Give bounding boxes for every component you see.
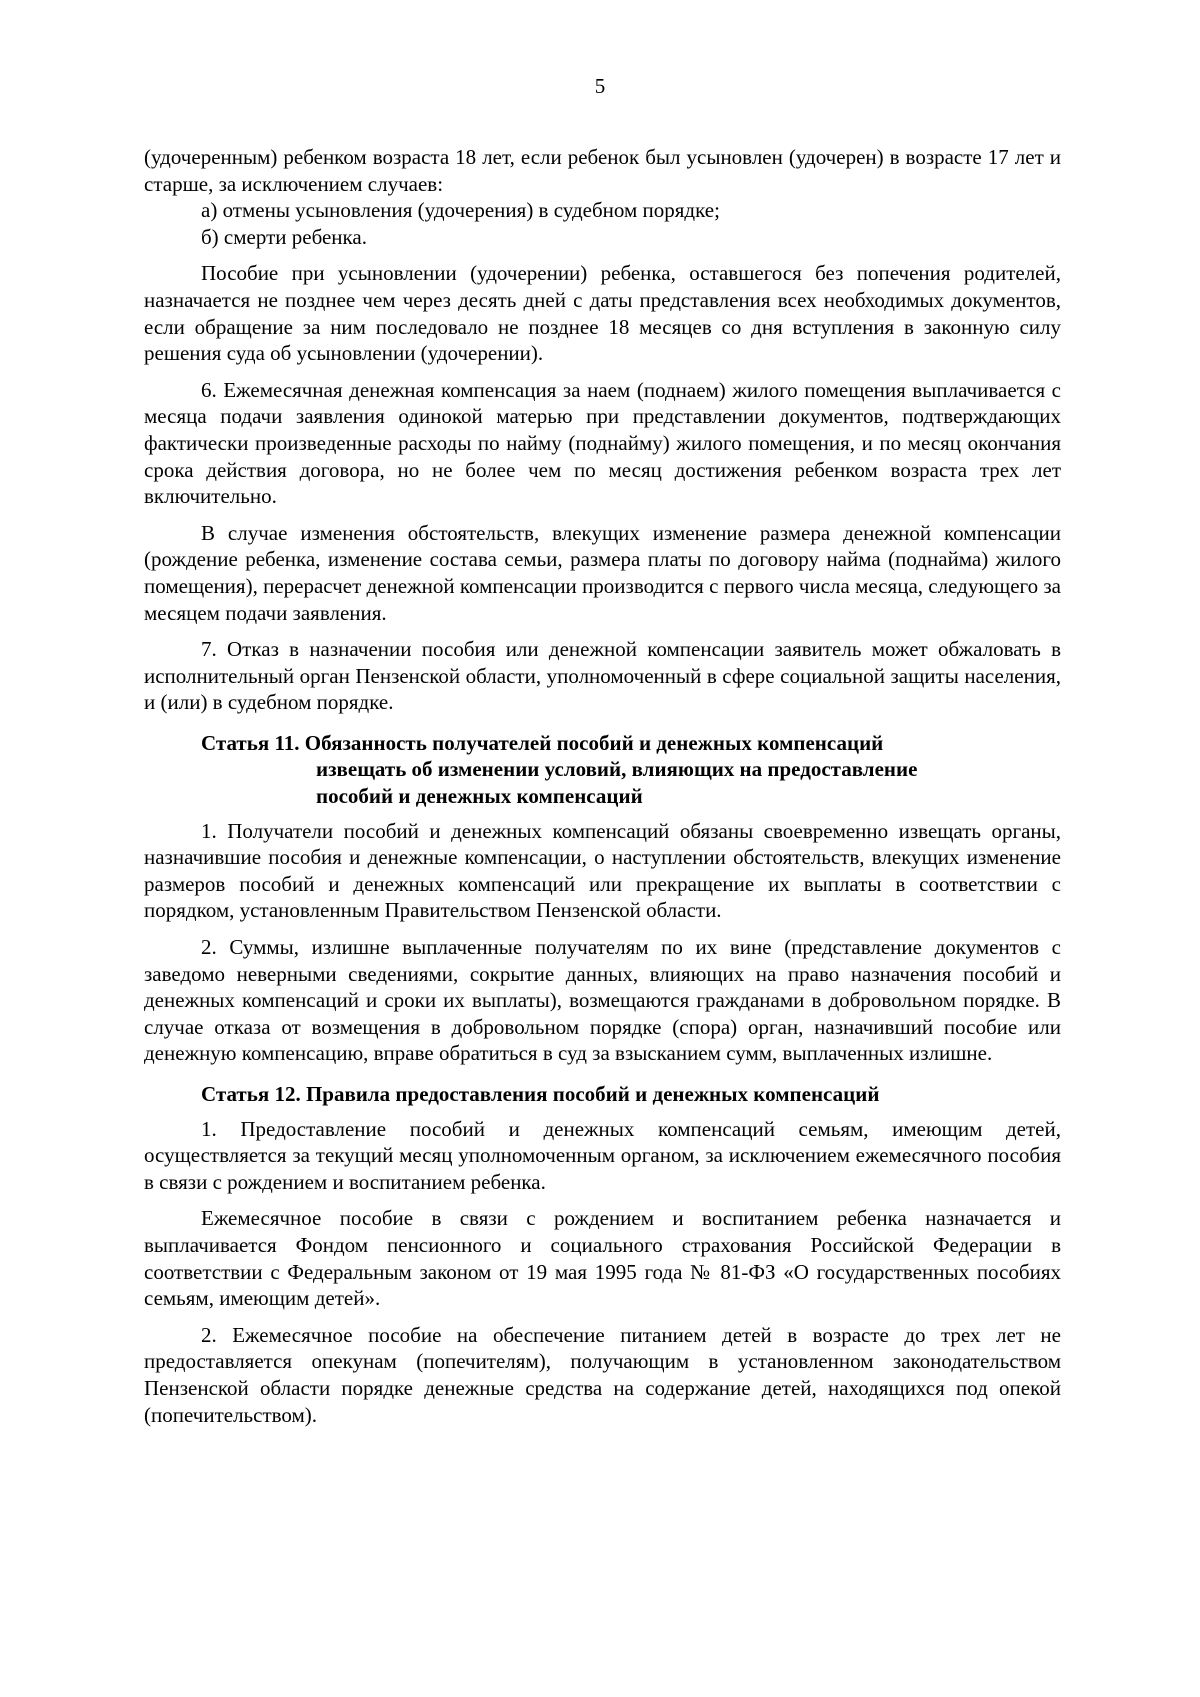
list-item-b: б) смерти ребенка. xyxy=(201,224,367,249)
paragraph-6-housing-compensation: 6. Ежемесячная денежная компенсация за наем (поднаем) жилого помещения выплачивается с месяца подачи заявления одинокой матерью при представлении документов, подтверждающих фактически произведенные расходы по найму (поднайму) жилого помещения, и по месяц окончания срока действия договора, но не более чем по месяц достижения ребенком возраста трех лет включительно. xyxy=(144,377,1061,509)
article-11-paragraph-2: 2. Суммы, излишне выплаченные получателям по их вине (представление документов с заведомо неверными сведениями, сокрытие данных, влияющих на право назначения пособий и денежных компенсаций и сроки их выплаты), возмещаются гражданами в добровольном порядке. В случае отказа от возмещения в добровольном порядке (спора) орган, назначивший пособие или денежную компенсацию, вправе обратиться в суд за взысканием сумм, выплаченных излишне. xyxy=(144,935,1061,1066)
article-12-paragraph-2: 2. Ежемесячное пособие на обеспечение питанием детей в возрасте до трех лет не предоставляется опекунам (попечителям), получающим в установленном законодательством Пензенской области порядке денежные средства на содержание детей, находящихся под опекой (попечительством). xyxy=(144,1322,1061,1427)
continuation-paragraph: (удочеренным) ребенком возраста 18 лет, если ребенок был усыновлен (удочерен) в возрасте 17 лет и старше, за исключением случаев: xyxy=(144,145,1061,196)
paragraph-adoption-allowance: Пособие при усыновлении (удочерении) ребенка, оставшегося без попечения родителей, назначается не позднее чем через десять дней с даты представления всех необходимых документов, если обращение за ним последовало не позднее 18 месяцев со дня вступления в законную силу решения суда об усыновлении (удочерении). xyxy=(144,261,1061,366)
paragraph-7-appeal: 7. Отказ в назначении пособия или денежной компенсации заявитель может обжаловать в исполнительный орган Пензенской области, уполномоченный в сфере социальной защиты населения, и (или) в судебном порядке. xyxy=(144,637,1061,715)
paragraph-recalculation: В случае изменения обстоятельств, влекущих изменение размера денежной компенсации (рождение ребенка, изменение состава семьи, размера платы по договору найма (поднайма) жилого помещения), перерасчет денежной компенсации производится с первого числа месяца, следующего за месяцем подачи заявления. xyxy=(144,520,1061,625)
article-12-paragraph-monthly-allowance: Ежемесячное пособие в связи с рождением и воспитанием ребенка назначается и выплачивается Фондом пенсионного и социального страхования Российской Федерации в соответствии с Федеральным законом от 19 мая 1995 года № 81-ФЗ «О государственных пособиях семьям, имеющим детей». xyxy=(144,1206,1061,1311)
article-12-paragraph-1: 1. Предоставление пособий и денежных компенсаций семьям, имеющим детей, осуществляется за текущий месяц уполномоченным органом, за исключением ежемесячного пособия в связи с рождением и воспитанием ребенка. xyxy=(144,1116,1061,1194)
article-11-heading-line2: извещать об изменении условий, влияющих на предоставление xyxy=(316,757,918,782)
article-11-paragraph-1: 1. Получатели пособий и денежных компенсаций обязаны своевременно извещать органы, назначившие пособия и денежные компенсации, о наступлении обстоятельств, влекущих изменение размеров пособий и денежных компенсаций или прекращение их выплаты в соответствии с порядком, установленным Правительством Пензенской области. xyxy=(144,818,1061,923)
article-11-heading xyxy=(144,730,1061,810)
page-number: 5 xyxy=(594,74,606,98)
article-12-heading: Статья 12. Правила предоставления пособий и денежных компенсаций xyxy=(201,1082,880,1106)
page-content xyxy=(144,144,1061,1438)
article-11-heading-line3: пособий и денежных компенсаций xyxy=(316,784,643,809)
list-item-a: а) отмены усыновления (удочерения) в судебном порядке; xyxy=(201,198,720,223)
article-11-heading-line1: Статья 11. Обязанность получателей пособий и денежных компенсаций xyxy=(201,730,884,755)
